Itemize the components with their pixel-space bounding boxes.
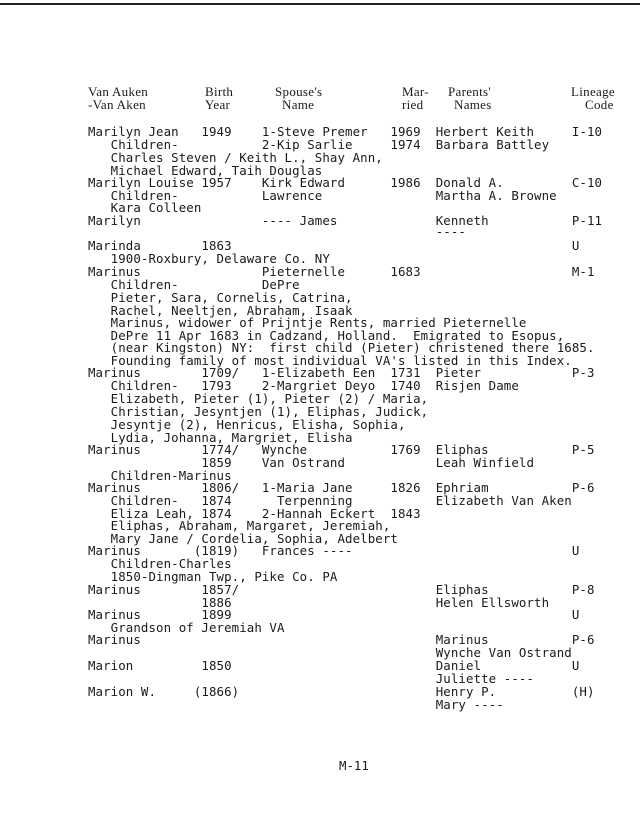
entry-line: Marion 1850 Daniel U [88, 658, 580, 673]
entry-line: 1886 Helen Ellsworth [88, 595, 550, 610]
entry-line: 1850-Dingman Twp., Pike Co. PA [88, 569, 338, 584]
entry-line: Marilyn Louise 1957 Kirk Edward 1986 Donald A. C-10 [88, 175, 603, 190]
entry-line: Children-Charles [88, 556, 232, 571]
entry-line: Founding family of most individual VA's listed in this Index. [88, 353, 572, 368]
header-col-birth-1: Birth [205, 84, 234, 99]
header-col-name-1: Van Auken [88, 84, 149, 99]
entry-line: Rachel, Neeltjen, Abraham, Isaak [88, 303, 353, 318]
entry-line: Marinus (1819) Frances ---- U [88, 543, 580, 558]
entry-line: Juliette ---- [88, 671, 535, 686]
entry-line: Marinda 1863 U [88, 238, 580, 253]
entry-line: Marion W. (1866) Henry P. (H) [88, 684, 595, 699]
entry-line: DePre 11 Apr 1683 in Cadzand, Holland. Emigrated to Esopus, [88, 328, 565, 343]
entry-line: Christian, Jesyntjen (1), Eliphas, Judick, [88, 404, 429, 419]
entry-line: Marinus Marinus P-6 [88, 632, 595, 647]
entry-line: ---- [88, 224, 466, 239]
entry-line: Eliphas, Abraham, Margaret, Jeremiah, [88, 518, 391, 533]
entry-line: Children-Marinus [88, 468, 232, 483]
entry-line: Marinus 1709/ 1-Elizabeth Een 1731 Pieter P-3 [88, 365, 595, 380]
entry-line: Marinus 1899 U [88, 607, 580, 622]
entry-line: Children- Lawrence Martha A. Browne [88, 188, 557, 203]
entry-line: Children- 1874 Terpenning Elizabeth Van Aken [88, 493, 572, 508]
page-number: M-11 [339, 758, 369, 773]
entry-line: Children- DePre [88, 277, 300, 292]
entry-line: Marilyn ---- James Kenneth P-11 [88, 213, 603, 228]
entry-line: Eliza Leah, 1874 2-Hannah Eckert 1843 [88, 506, 421, 521]
header-col-spouse-1: Spouse's [275, 84, 323, 99]
entry-line: Lydia, Johanna, Margriet, Elisha [88, 430, 353, 445]
entry-line: Children- 2-Kip Sarlie 1974 Barbara Battley [88, 137, 550, 152]
entry-line: Marilyn Jean 1949 1-Steve Premer 1969 Herbert Keith I-10 [88, 124, 603, 139]
entry-line: Marinus 1806/ 1-Maria Jane 1826 Ephriam P-6 [88, 480, 595, 495]
entry-line: Grandson of Jeremiah VA [88, 620, 285, 635]
header-col-married-2: ried [402, 97, 424, 112]
header-col-married-1: Mar- [402, 84, 429, 99]
header-col-parents-1: Parents' [448, 84, 492, 99]
entry-line: Marinus 1774/ Wynche 1769 Eliphas P-5 [88, 442, 595, 457]
entry-line: Kara Colleen [88, 200, 202, 215]
entry-line: Children- 1793 2-Margriet Deyo 1740 Risjen Dame [88, 378, 519, 393]
header-col-lineage-1: Lineage [571, 84, 615, 99]
entry-line: (near Kingston) NY: first child (Pieter) christened there 1685. [88, 340, 595, 355]
entry-line: 1859 Van Ostrand Leah Winfield [88, 455, 535, 470]
header-col-birth-2: Year [205, 97, 231, 112]
header-col-spouse-2: Name [282, 97, 315, 112]
header-col-lineage-2: Code [585, 97, 614, 112]
entry-line: Charles Steven / Keith L., Shay Ann, [88, 150, 383, 165]
entry-line: Wynche Van Ostrand [88, 645, 572, 660]
top-rule [0, 3, 640, 5]
entry-line: Marinus Pieternelle 1683 M-1 [88, 264, 595, 279]
entry-line: Jesyntje (2), Henricus, Elisha, Sophia, [88, 417, 406, 432]
entry-line: Marinus 1857/ Eliphas P-8 [88, 582, 595, 597]
entry-line: Mary Jane / Cordelia, Sophia, Adelbert [88, 531, 398, 546]
header-col-name-2: -Van Aken [88, 97, 146, 112]
entry-line: 1900-Roxbury, Delaware Co. NY [88, 251, 330, 266]
entry-line: Elizabeth, Pieter (1), Pieter (2) / Maria, [88, 391, 429, 406]
entry-line: Pieter, Sara, Cornelis, Catrina, [88, 290, 353, 305]
header-col-parents-2: Names [454, 97, 492, 112]
entry-line: Michael Edward, Taih Douglas [88, 163, 323, 178]
entry-line: Mary ---- [88, 697, 504, 712]
entry-line: Marinus, widower of Prijntje Rents, married Pieternelle [88, 315, 527, 330]
